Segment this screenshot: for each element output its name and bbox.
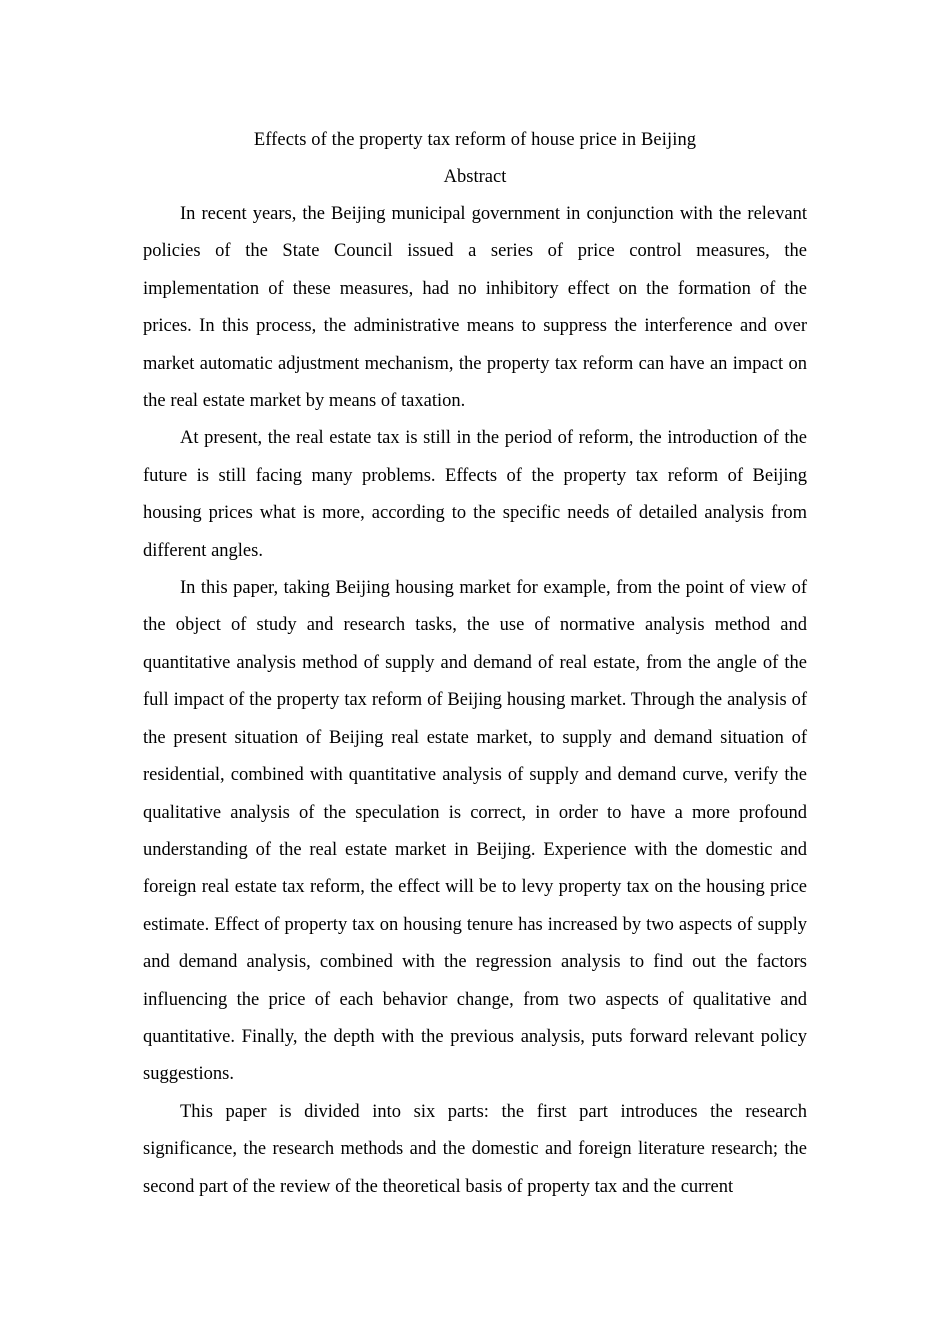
section-heading-abstract: Abstract bbox=[443, 167, 507, 187]
page-content bbox=[143, 122, 807, 1206]
paragraph-4: This paper is divided into six parts: the first part introduces the research significance, the research methods and the domestic and foreign literature research; the second part of the review of the theoretical basis of property tax and the current bbox=[143, 1101, 807, 1197]
paragraph-3: In this paper, taking Beijing housing market for example, from the point of view of the object of study and research tasks, the use of normative analysis method and quantitative analysis method of supply and demand of real estate, from the angle of the full impact of the property tax reform of Beijing housing market. Through the analysis of the present situation of Beijing real estate market, to supply and demand situation of residential, combined with quantitative analysis of supply and demand curve, verify the qualitative analysis of the speculation is correct, in order to have a more profound understanding of the real estate market in Beijing. Experience with the domestic and foreign real estate tax reform, the effect will be to levy property tax on the housing price estimate. Effect of property tax on housing tenure has increased by two aspects of supply and demand analysis, combined with the regression analysis to find out the factors influencing the price of each behavior change, from two aspects of qualitative and quantitative. Finally, the depth with the previous analysis, puts forward relevant policy suggestions. bbox=[143, 578, 807, 1085]
paragraph-1: In recent years, the Beijing municipal government in conjunction with the relevant policies of the State Council issued a series of price control measures, the implementation of these measures, had no inhibitory effect on the formation of the prices. In this process, the administrative means to suppress the interference and over market automatic adjustment mechanism, the property tax reform can have an impact on the real estate market by means of taxation. bbox=[143, 204, 807, 412]
paragraph-2: At present, the real estate tax is still in the period of reform, the introduction of the future is still facing many problems. Effects of the property tax reform of Beijing housing prices what is more, according to the specific needs of detailed analysis from different angles. bbox=[143, 428, 807, 561]
page-title: Effects of the property tax reform of house price in Beijing bbox=[253, 130, 697, 150]
